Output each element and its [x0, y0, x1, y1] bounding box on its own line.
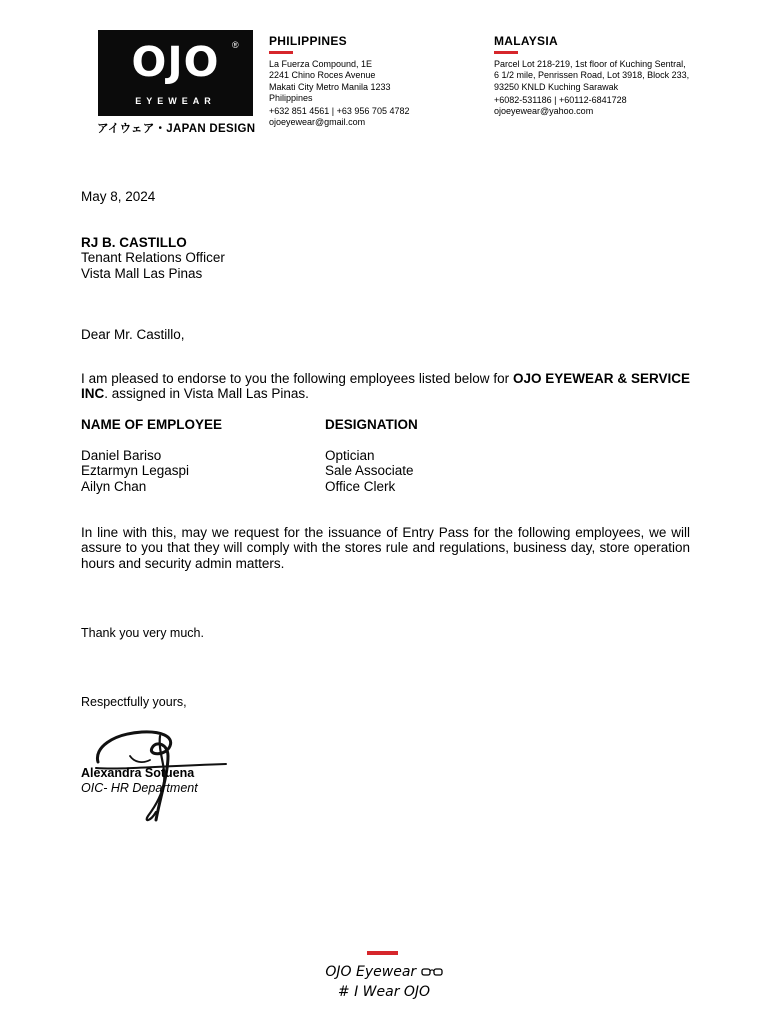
intro-text: I am pleased to endorse to you the following employees listed below for — [81, 371, 513, 386]
office-address-line: Parcel Lot 218-219, 1st floor of Kuching Sentral, — [494, 59, 686, 69]
employee-name-column — [81, 448, 189, 494]
office-address-line: 93250 KNLD Kuching Sarawak — [494, 81, 619, 92]
registered-mark: ® — [232, 40, 239, 50]
logo-tagline: アイウェア・JAPAN DESIGN — [97, 123, 256, 135]
employee-name: Daniel Bariso — [81, 448, 162, 463]
office-email: ojoeyewear@gmail.com — [269, 117, 366, 128]
intro-paragraph — [81, 371, 690, 402]
employee-designation: Office Clerk — [325, 478, 396, 494]
employee-designation-column — [325, 448, 414, 494]
recipient-company: Vista Mall Las Pinas — [81, 265, 203, 281]
employee-name: Ailyn Chan — [81, 478, 147, 494]
logo-subtitle: EYEWEAR — [135, 96, 216, 106]
office-address-line: 2241 Chino Roces Avenue — [269, 70, 376, 81]
closing-line: Respectfully yours, — [81, 695, 187, 709]
recipient-name: RJ B. CASTILLO — [81, 235, 187, 250]
office-philippines — [269, 34, 469, 129]
office-accent-bar — [269, 51, 293, 54]
employee-designation: Sale Associate — [325, 463, 414, 479]
employee-designation: Optician — [325, 448, 375, 463]
footer-hashtag: # I Wear OJO — [337, 984, 431, 1000]
table-header-designation: DESIGNATION — [325, 417, 418, 432]
salutation: Dear Mr. Castillo, — [81, 327, 185, 342]
footer-brand-text: OJO Eyewear — [325, 964, 417, 980]
company-logo — [98, 30, 253, 116]
office-malaysia — [494, 34, 724, 117]
office-address-line: Philippines — [269, 92, 313, 103]
office-accent-bar — [494, 51, 518, 54]
thanks-line: Thank you very much. — [81, 626, 204, 640]
signer-name: Alexandra Sotuena — [81, 766, 195, 780]
office-email: ojoeyewear@yahoo.com — [494, 106, 594, 117]
office-address-line: 6 1/2 mile, Penrissen Road, Lot 3918, Block 233, — [494, 70, 690, 81]
office-address-line: La Fuerza Compound, 1E — [269, 59, 373, 69]
signer-block — [81, 766, 198, 795]
office-country: MALAYSIA — [494, 34, 558, 48]
office-address-line: Makati City Metro Manila 1233 — [269, 81, 391, 92]
intro-text-end: . assigned in Vista Mall Las Pinas. — [104, 386, 309, 402]
request-paragraph: In line with this, may we request for the issuance of Entry Pass for the following employees, we will assure to you that they will comply with the stores rule and regulations, business day, store operation hours and security admin matters. — [81, 525, 690, 571]
office-country: PHILIPPINES — [269, 34, 347, 48]
glasses-icon — [421, 967, 443, 977]
letter-date: May 8, 2024 — [81, 189, 156, 204]
recipient-title: Tenant Relations Officer — [81, 250, 225, 266]
signer-title: OIC- HR Department — [81, 780, 198, 795]
employee-name: Eztarmyn Legaspi — [81, 463, 190, 479]
footer-brand-line — [0, 964, 768, 980]
footer-accent-bar — [367, 951, 398, 955]
office-phone: +632 851 4561 | +63 956 705 4782 — [269, 106, 410, 117]
intro-company: OJO EYEWEAR & SERVICE INC — [81, 371, 691, 402]
office-phone: +6082-531186 | +60112-6841728 — [494, 94, 627, 105]
recipient-block — [81, 235, 225, 281]
table-header-name: NAME OF EMPLOYEE — [81, 417, 223, 432]
logo-wordmark: OJO — [131, 38, 220, 86]
